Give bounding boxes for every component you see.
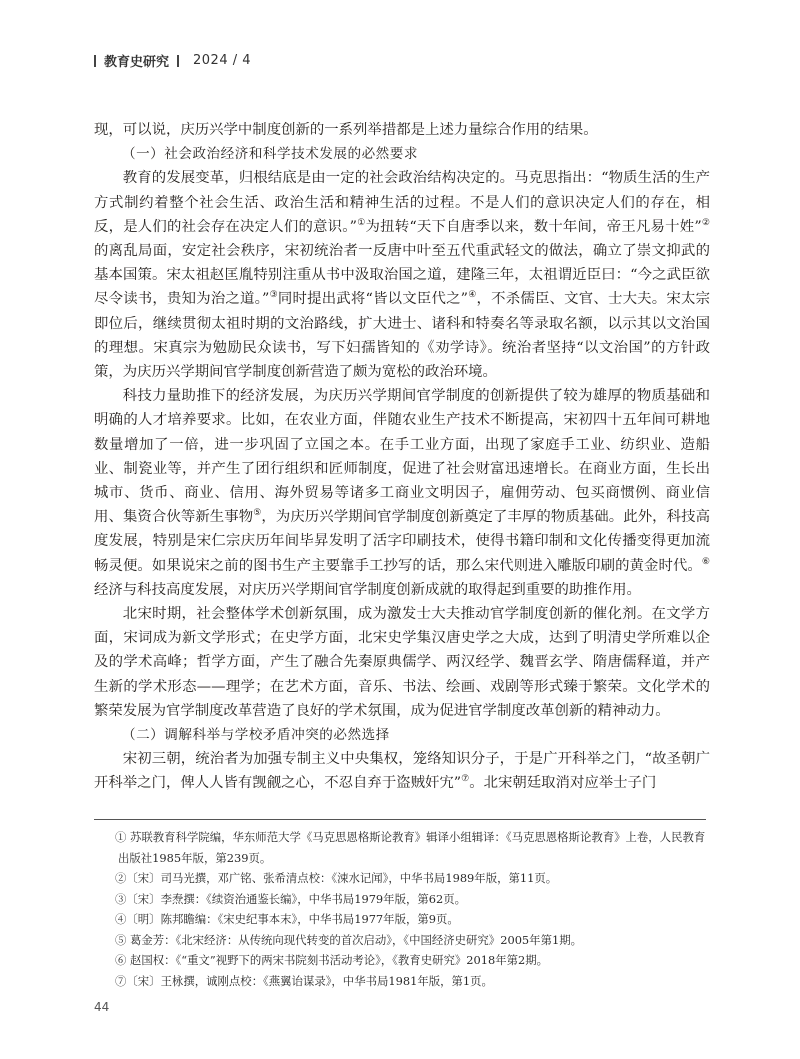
footnote-ref: ④ (468, 290, 477, 301)
body-paragraph (94, 166, 710, 384)
footnote-ref: ⑤ (253, 508, 262, 519)
text-run: （二）调解科举与学校矛盾冲突的必然选择 (122, 727, 390, 744)
footnote: ②〔宋〕司马光撰，邓广铭、张希清点校：《涑水记闻》，中华书局1989年版，第11页。 (115, 871, 558, 885)
text-run: 经济与科技高度发展，对庆历兴学期间官学制度创新成就的取得起到重要的助推作用。 (94, 581, 641, 598)
body-paragraph (94, 118, 710, 142)
body-paragraph (94, 747, 710, 795)
text-run: 北宋时期，社会整体学术创新氛围，成为激发士大夫推动官学制度创新的催化剂。在文学方面，宋词成为新文学形式；在史学方面，北宋史学集汉唐史学之大成，达到了明清史学所难以企及的学术高峰；哲学方面，产生了融合先秦原典儒学、两汉经学、魏晋玄学、隋唐儒释道，并产生新的学术形态——理学；在艺术方面，音乐、书法、绘画、戏剧等形式臻于繁荣。文化学术的繁荣发展为官学制度改革营造了良好的学术氛围，成为促进官学制度改革创新的精神动力。 (94, 606, 710, 719)
text-run: ，不杀儒臣、文官、士大夫。宋太宗即位后，继续贯彻太祖时期的文治路线，扩大进士、诸科和特奏名等录取名额，以示其以文治国的理想。宋真宗为勉励民众读书，写下妇孺皆知的《劝学诗》。统治者坚持“以文治国”的方针政策，为庆历兴学期间官学制度创新营造了颇为宽松的政治环境。 (94, 291, 710, 381)
footnote: ⑥ 赵国权：《“重文”视野下的两宋书院刻书活动考论》，《教育史研究》2018年第2期。 (115, 953, 549, 967)
body-paragraph (94, 602, 710, 723)
footnote-ref: ⑥ (701, 556, 710, 567)
footnote-ref: ① (357, 218, 366, 229)
header-divider (177, 55, 179, 67)
text-run: （一）社会政治经济和科学技术发展的必然要求 (122, 146, 418, 163)
section-subheading (94, 142, 710, 166)
text-run: 科技力量助推下的经济发展，为庆历兴学期间官学制度的创新提供了较为雄厚的物质基础和明确的人才培养要求。比如，在农业方面，伴随农业生产技术不断提高，宋初四十五年间可耕地数量增加了一倍，进一步巩固了立国之本。在手工业方面，出现了家庭手工业、纺织业、造船业、制瓷业等，并产生了团行组织和匠师制度，促进了社会财富迅速增长。在商业方面，生长出城市、货币、商业、信用、海外贸易等诸多工商业文明因子，雇佣劳动、包买商惯例、商业信用、集资合伙等新生事物 (94, 388, 710, 526)
body-paragraph (94, 384, 710, 602)
footnotes (94, 827, 706, 991)
footnote: ④〔明〕陈邦瞻编：《宋史纪事本末》，中华书局1977年版，第9页。 (115, 912, 459, 926)
text-run: 教育的发展变革，归根结底是由一定的社会政治结构决定的。马克思指出：“物质生活的生产方式制约着整个社会生活、政治生活和精神生活的过程。不是人们的意识决定人们的存在，相反，是人们的社会存在决定人们的意识。” (94, 170, 710, 235)
text-run: 同时提出武将“皆以文臣代之” (277, 291, 469, 308)
page-number: 44 (94, 1000, 110, 1014)
journal-title: 教育史研究 (104, 55, 170, 70)
footnote: ① 苏联教育科学院编，华东师范大学《马克思恩格斯论教育》辑译小组辑译：《马克思恩格斯论教育》上卷，人民教育出版社1985年版，第239页。 (115, 830, 706, 865)
footnote-ref: ⑦ (461, 774, 470, 785)
section-subheading (94, 723, 710, 747)
text-run: 的离乱局面，安定社会秩序，宋初统治者一反唐中叶至五代重武轻文的做法，确立了崇文抑武的基本国策。宋太祖赵匡胤特别注重从书中汲取治国之道，建隆三年，太祖谓近臣曰：“今之武臣欲尽令读书，贵知为治之道。” (94, 243, 710, 308)
footnote: ③〔宋〕李焘撰：《续资治通鉴长编》，中华书局1979年版，第62页。 (115, 891, 467, 906)
text-run: 为扭转“天下自唐季以来，数十年间，帝王凡易十姓” (365, 218, 702, 235)
footnote: ⑦〔宋〕王栐撰，诚刚点校：《燕翼诒谋录》，中华书局1981年版，第1页。 (115, 973, 493, 988)
footnote-ref: ② (701, 218, 710, 229)
text-run: 宋初三朝，统治者为加强专制主义中央集权，笼络知识分子，于是广开科举之门，“故圣朝广开科举之门，俾人人皆有觊觎之心，不忍自弃于盗贼奸宄” (94, 751, 710, 792)
header-divider (94, 55, 96, 67)
footnote: ⑤ 葛金芳：《北宋经济：从传统向现代转变的首次启动》，《中国经济史研究》2005年第1期。 (115, 932, 582, 947)
text-run: 现，可以说，庆历兴学中制度创新的一系列举措都是上述力量综合作用的结果。 (94, 122, 598, 138)
running-header (94, 51, 251, 70)
footnote-rule (94, 819, 706, 820)
issue-number: 2024 / 4 (193, 53, 252, 68)
footnote-ref: ③ (269, 290, 278, 301)
article-body (94, 118, 710, 796)
text-run: 。北宋朝廷取消对应举士子门 (469, 775, 657, 792)
text-run: ，为庆历兴学期间官学制度创新奠定了丰厚的物质基础。此外，科技高度发展，特别是宋仁宗庆历年间毕昇发明了活字印刷技术，使得书籍印制和文化传播变得更加流畅灵便。如果说宋之前的图书生产主要靠手工抄写的话，那么宋代则进入雕版印刷的黄金时代。 (94, 509, 710, 574)
